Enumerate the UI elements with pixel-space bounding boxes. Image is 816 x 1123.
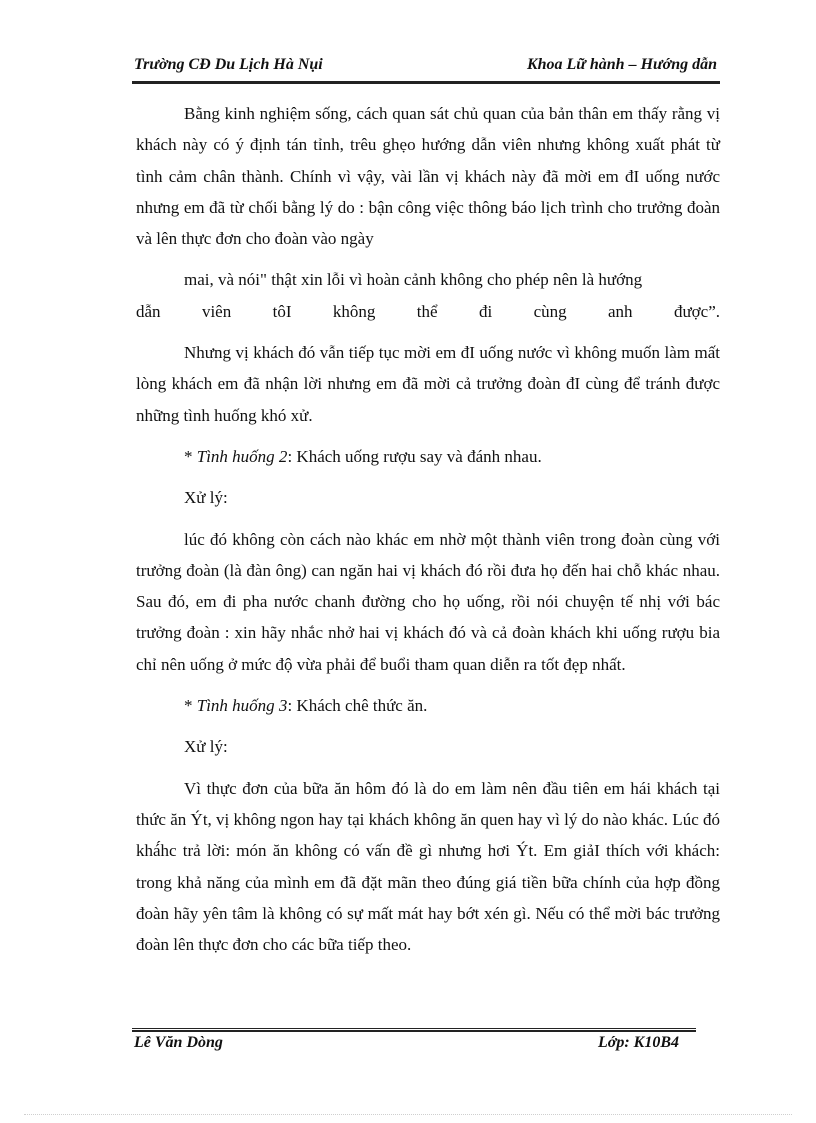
header-school-name: Trường CĐ Du Lịch Hà Nụi [134,56,323,73]
footer-class: Lớp: K10B4 [597,1034,679,1051]
situation-2-label: Tình huống 2 [196,446,288,466]
situation-3-text: : Khách chê thức ăn. [287,696,428,716]
page-footer [134,1034,679,1058]
header-department: Khoa Lữ hành – Hướng dẫn [526,56,717,73]
paragraph-experience: Bằng kinh nghiệm sống, cách quan sát chủ quan của bản thân em thấy rằng vị khách này có ý định tán tỉnh, trêu ghẹo hướng dẫn viên nhưng không xuất phát từ tình cảm chân thành. Chính vì vậy, vài lần vị khách này đã mời em đI uống nước nhưng em đã từ chối bằng lý do : bận công việc thông báo lịch trình cho trưởng đoàn và lên thực đơn cho đoàn vào ngày [136,104,720,249]
paragraph-apology-end: dẫn viên tôI không thể đi cùng anh được”. [136,301,720,321]
situation-3-label: Tình huống 3 [196,696,288,716]
situation-3-prefix: * [184,696,197,716]
situation-2-handling-label: Xử lý: [184,488,228,508]
document-body [136,98,720,960]
situation-2-text: : Khách uống rượu say và đánh nhau. [287,446,542,466]
page-edge-divider [24,1114,792,1115]
situation-3-heading [136,690,720,721]
paragraph-invitation: Nhưng vị khách đó vẫn tiếp tục mời em đI uống nước vì không muốn làm mất lòng khách em đã nhận lời nhưng em đã mời cả trưởng đoàn đI cùng để tránh được những tình huống khó xử. [136,343,720,425]
situation-3-handling-label: Xử lý: [184,737,228,757]
footer-rule [132,1028,696,1032]
footer-author: Lê Văn Dòng [134,1034,223,1051]
page-header [134,56,717,80]
paragraph-apology-line: mai, và nói" thật xin lỗi vì hoàn cảnh không cho phép nên là hướng [184,270,643,290]
paragraph-situation-3-handling: Vì thực đơn của bữa ăn hôm đó là do em làm nên đầu tiên em hái khách tại thức ăn Ýt, vị không ngon hay tại khách không ăn quen hay vì lý do nào khác. Lúc đó khá́hc trả lời: món ăn không có vấn đề gì nhưng hơi Ýt. Em giảI thích với khách: trong khả năng của mình em đã đặt mãn theo đúng giá tiền bữa chính của hợp đồng đoàn hãy yên tâm là không có sự mất mát hay bớt xén gì. Nếu có thể mời bác trưởng đoàn lên thực đơn cho các bữa tiếp theo. [136,778,720,955]
header-rule [132,81,720,84]
situation-2-heading [136,441,720,472]
situation-2-prefix: * [184,446,197,466]
paragraph-situation-2-handling: lúc đó không còn cách nào khác em nhờ một thành viên trong đoàn cùng với trưởng đoàn (là đàn ông) can ngăn hai vị khách đó rồi đưa họ đến hai chỗ khác nhau. Sau đó, em đi pha nước chanh đường cho họ uống, rồi nói chuyện tế nhị với bác trưởng đoàn : xin hãy nhắc nhở hai vị khách đó và cả đoàn khách khi uống rượu bia chỉ nên uống ở mức độ vừa phải để buổi tham quan diễn ra tốt đẹp nhất. [136,529,720,674]
